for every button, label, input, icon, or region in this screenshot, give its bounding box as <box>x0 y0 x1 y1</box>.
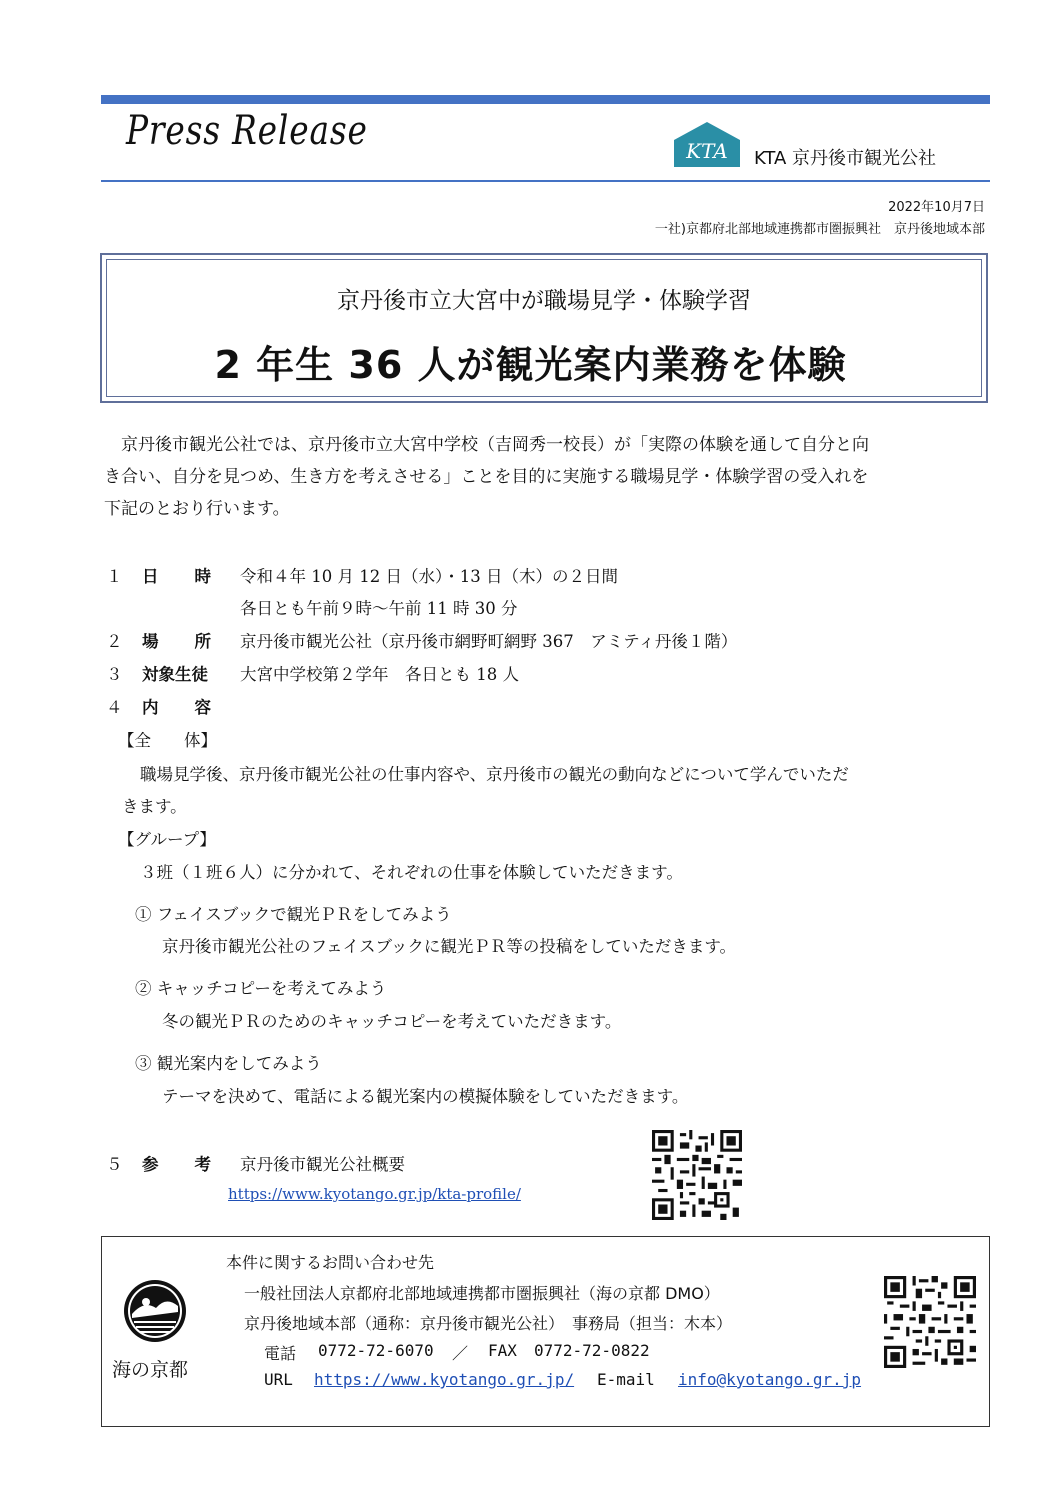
all-heading: 【全 体】 <box>118 731 217 750</box>
target-value: 大宮中学校第２学年 各日とも 18 人 <box>240 665 519 684</box>
group-item-title: ③ 観光案内をしてみよう <box>135 1054 322 1073</box>
group-item-text: テーマを決めて、電話による観光案内の模擬体験をしていただきます。 <box>162 1087 689 1106</box>
group-item-text: 冬の観光ＰＲのためのキャッチコピーを考えていただきます。 <box>162 1012 622 1031</box>
group-item-text: 京丹後市観光公社のフェイスブックに観光ＰＲ等の投稿をしていただきます。 <box>162 937 737 956</box>
press-release-title: Press Release <box>126 108 368 154</box>
fax-number: 0772-72-0822 <box>534 1341 650 1360</box>
headline-subtitle: 京丹後市立大宮中が職場見学・体験学習 <box>337 288 751 314</box>
url-label: URL <box>264 1370 293 1389</box>
group-item-title: ② キャッチコピーを考えてみよう <box>135 979 387 998</box>
header-divider <box>101 180 990 182</box>
fax-label: FAX <box>488 1341 517 1360</box>
group-item-title: ① フェイスブックで観光ＰＲをしてみよう <box>135 905 452 924</box>
item-label: 日 時 <box>142 567 212 586</box>
item-number: ２ <box>106 632 123 651</box>
item-label: 参 考 <box>142 1155 212 1174</box>
kta-logo-text: KTA <box>686 139 728 163</box>
intro-line: 京丹後市観光公社では、京丹後市立大宮中学校（吉岡秀一校長）が「実際の体験を通して自分と向 <box>121 435 869 455</box>
contact-dept: 京丹後地域本部（通称：京丹後市観光公社） 事務局（担当：木本） <box>244 1314 733 1333</box>
date-value: 令和４年 10 月 12 日（水）・13 日（木）の２日間 <box>240 567 618 586</box>
group-heading: 【グループ】 <box>118 830 216 849</box>
kta-logo-icon <box>672 120 742 168</box>
reference-value: 京丹後市観光公社概要 <box>240 1155 405 1174</box>
all-text: 職場見学後、京丹後市観光公社の仕事内容や、京丹後市の観光の動向などについて学んでいただ <box>140 765 849 784</box>
contact-heading: 本件に関するお問い合わせ先 <box>226 1253 435 1272</box>
item-label: 対象生徒 <box>142 665 208 684</box>
issuer: 一社)京都府北部地域連携都市圏振興社 京丹後地域本部 <box>654 222 985 237</box>
headline: 2 年生 36 人が観光案内業務を体験 <box>214 343 847 387</box>
release-date: 2022年10月7日 <box>888 200 985 215</box>
tel-fax-separator: ／ <box>452 1344 469 1363</box>
header-accent-bar <box>101 95 990 104</box>
item-number: １ <box>106 567 123 586</box>
item-number: ５ <box>106 1155 123 1174</box>
tel-number: 0772-72-6070 <box>318 1341 434 1360</box>
qr-code-icon <box>652 1130 742 1220</box>
contact-qr-code-icon <box>884 1276 976 1368</box>
item-number: ３ <box>106 665 123 684</box>
umi-no-kyoto-logo-icon <box>122 1278 188 1344</box>
org-name: KTA 京丹後市観光公社 <box>754 148 937 169</box>
item-label: 内 容 <box>142 698 212 717</box>
tel-label: 電話 <box>264 1344 297 1363</box>
all-text: きます。 <box>122 797 187 816</box>
item-number: ４ <box>106 698 123 717</box>
reference-url-link[interactable]: https://www.kyotango.gr.jp/kta-profile/ <box>228 1185 521 1203</box>
intro-paragraph <box>104 429 990 525</box>
umi-no-kyoto-caption: 海の京都 <box>112 1359 189 1381</box>
email-label: E-mail <box>597 1370 655 1389</box>
time-value: 各日とも午前９時～午前 11 時 30 分 <box>240 599 518 618</box>
contact-email-link[interactable]: info@kyotango.gr.jp <box>678 1370 862 1389</box>
contact-org: 一般社団法人京都府北部地域連携都市圏振興社（海の京都 DMO） <box>244 1284 720 1303</box>
item-label: 場 所 <box>142 632 212 651</box>
place-value: 京丹後市観光公社（京丹後市網野町網野 367 アミティ丹後１階） <box>240 632 738 651</box>
intro-line: 下記のとおり行います。 <box>104 499 290 519</box>
group-text: ３班（１班６人）に分かれて、それぞれの仕事を体験していただきます。 <box>140 863 683 882</box>
contact-url-link[interactable]: https://www.kyotango.gr.jp/ <box>314 1370 575 1389</box>
intro-line: き合い、自分を見つめ、生き方を考えさせる」ことを目的に実施する職場見学・体験学習の受入れを <box>104 467 869 487</box>
